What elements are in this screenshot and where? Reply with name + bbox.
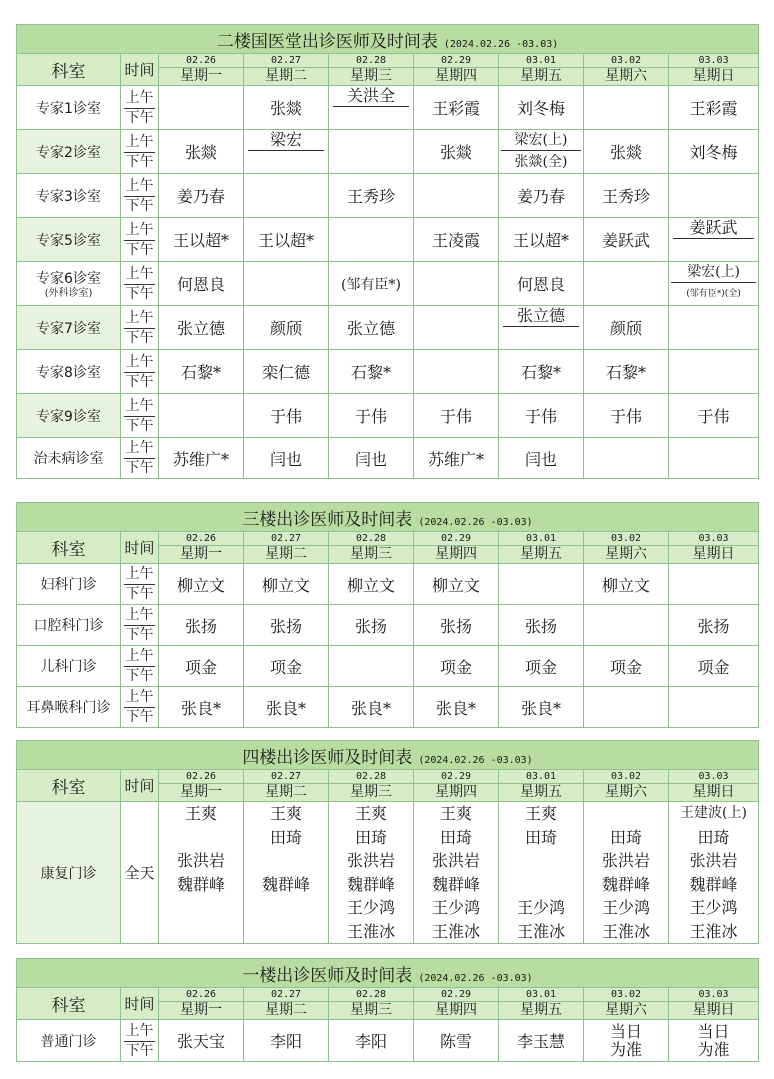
weekday-label: 星期二 [244,1002,329,1020]
time-header: 时间 [121,770,159,802]
schedule-cell: 王彩霞 [669,86,759,130]
schedule-cell: 王秀珍 [329,174,414,218]
schedule-cell: 王以超* [499,218,584,262]
weekday-label: 星期四 [414,784,499,802]
weekday-label: 星期四 [414,1002,499,1020]
schedule-cell [584,438,669,479]
date-label: 02.29 [414,988,499,1002]
room-label: 专家3诊室 [17,174,121,218]
floor4-schedule-table [16,740,759,944]
weekday-label: 星期二 [244,784,329,802]
schedule-cell: 张良* [499,687,584,728]
weekday-label: 星期一 [159,68,244,86]
weekday-label: 星期四 [414,546,499,564]
floor3-schedule-table [16,502,759,728]
schedule-cell: 柳立文 [584,564,669,605]
schedule-cell [584,605,669,646]
schedule-cell: 刘冬梅 [499,86,584,130]
date-label: 02.29 [414,770,499,784]
am-pm-label: 上午 下午 [121,438,159,479]
schedule-cell [669,350,759,394]
am-pm-label: 上午 下午 [121,646,159,687]
date-label: 02.26 [159,988,244,1002]
room-label: 专家9诊室 [17,394,121,438]
schedule-cell: 王凌霞 [414,218,499,262]
floor4-title: 四楼出诊医师及时间表 (2024.02.26 -03.03) [17,741,759,770]
rehab-col-sat: 田琦 张洪岩 魏群峰 王少鸿 王淮冰 [584,802,669,944]
date-label: 03.01 [499,532,584,546]
schedule-cell: 张立德 [499,306,584,350]
schedule-cell [414,262,499,306]
schedule-cell: 闫也 [329,438,414,479]
schedule-cell [669,438,759,479]
schedule-cell: 苏维广* [159,438,244,479]
weekday-label: 星期日 [669,68,759,86]
schedule-cell: 石黎* [159,350,244,394]
date-label: 02.27 [244,770,329,784]
schedule-cell [669,174,759,218]
schedule-cell: 王以超* [244,218,329,262]
am-pm-label: 上午 下午 [121,262,159,306]
room-header: 科室 [17,54,121,86]
schedule-cell: 陈雪 [414,1020,499,1062]
schedule-cell [669,687,759,728]
schedule-cell [329,130,414,174]
schedule-cell: 闫也 [244,438,329,479]
schedule-cell: 于伟 [669,394,759,438]
schedule-cell: 李玉慧 [499,1020,584,1062]
weekday-label: 星期一 [159,546,244,564]
date-label: 02.26 [159,54,244,68]
room-label: 专家6诊室 (外科诊室) [17,262,121,306]
schedule-cell: 李阳 [244,1020,329,1062]
schedule-cell [159,86,244,130]
schedule-cell: 于伟 [499,394,584,438]
date-label: 03.03 [669,770,759,784]
schedule-cell [669,306,759,350]
am-pm-label: 上午 下午 [121,605,159,646]
schedule-cell: 石黎* [584,350,669,394]
room-header: 科室 [17,532,121,564]
schedule-cell: 项金 [669,646,759,687]
room-label: 耳鼻喉科门诊 [17,687,121,728]
schedule-cell [159,394,244,438]
schedule-cell: 苏维广* [414,438,499,479]
schedule-cell [414,174,499,218]
am-pm-label: 上午 下午 [121,174,159,218]
floor2-title: 二楼国医堂出诊医师及时间表 (2024.02.26 -03.03) [17,25,759,54]
date-label: 02.28 [329,532,414,546]
schedule-cell: 项金 [584,646,669,687]
schedule-cell: 张扬 [499,605,584,646]
room-label: 普通门诊 [17,1020,121,1062]
date-label: 03.02 [584,532,669,546]
am-pm-label: 上午 下午 [121,130,159,174]
weekday-label: 星期五 [499,784,584,802]
room-header: 科室 [17,988,121,1020]
schedule-cell: 于伟 [414,394,499,438]
schedule-cell [584,86,669,130]
weekday-label: 星期一 [159,784,244,802]
date-label: 02.27 [244,532,329,546]
room-label: 专家5诊室 [17,218,121,262]
schedule-cell: 张燚 [244,86,329,130]
rehab-col-tue: 王爽 田琦 魏群峰 [244,802,329,944]
time-header: 时间 [121,532,159,564]
schedule-cell: 姜乃春 [499,174,584,218]
date-label: 02.28 [329,770,414,784]
date-label: 03.02 [584,988,669,1002]
schedule-cell: 梁宏(上) 张燚(全) [499,130,584,174]
date-label: 02.29 [414,532,499,546]
am-pm-label: 上午 下午 [121,394,159,438]
floor1-schedule-table [16,958,759,1062]
am-pm-label: 上午 下午 [121,350,159,394]
rehab-col-wed: 王爽 田琦 张洪岩 魏群峰 王少鸿 王淮冰 [329,802,414,944]
floor1-title: 一楼出诊医师及时间表 (2024.02.26 -03.03) [17,959,759,988]
date-label: 03.02 [584,770,669,784]
schedule-cell: 张燚 [584,130,669,174]
schedule-cell: 姜跃武 [584,218,669,262]
weekday-label: 星期二 [244,546,329,564]
schedule-cell [414,350,499,394]
schedule-cell [244,174,329,218]
schedule-cell: 张燚 [159,130,244,174]
time-header: 时间 [121,54,159,86]
schedule-cell: 当日 为准 [669,1020,759,1062]
schedule-cell [329,646,414,687]
schedule-cell: 张良* [414,687,499,728]
date-label: 03.03 [669,54,759,68]
date-label: 03.03 [669,532,759,546]
date-label: 03.01 [499,988,584,1002]
rehab-col-fri: 王爽 田琦 王少鸿 王淮冰 [499,802,584,944]
rehab-col-mon: 王爽 张洪岩 魏群峰 [159,802,244,944]
weekday-label: 星期二 [244,68,329,86]
schedule-cell: 于伟 [244,394,329,438]
weekday-label: 星期三 [329,784,414,802]
date-label: 03.02 [584,54,669,68]
weekday-label: 星期六 [584,68,669,86]
schedule-cell: 颜颀 [244,306,329,350]
room-label: 专家7诊室 [17,306,121,350]
schedule-cell: 柳立文 [244,564,329,605]
schedule-cell: 姜乃春 [159,174,244,218]
date-label: 02.26 [159,770,244,784]
schedule-cell: 石黎* [329,350,414,394]
time-header: 时间 [121,988,159,1020]
schedule-cell: 张扬 [244,605,329,646]
am-pm-label: 上午 下午 [121,687,159,728]
room-label: 专家8诊室 [17,350,121,394]
room-label: 治未病诊室 [17,438,121,479]
weekday-label: 星期日 [669,1002,759,1020]
am-pm-label: 上午 下午 [121,218,159,262]
all-day-label: 全天 [121,802,159,944]
schedule-cell: 刘冬梅 [669,130,759,174]
schedule-cell: 柳立文 [159,564,244,605]
weekday-label: 星期一 [159,1002,244,1020]
schedule-cell: 闫也 [499,438,584,479]
schedule-cell [414,306,499,350]
schedule-cell: 项金 [244,646,329,687]
date-label: 02.26 [159,532,244,546]
schedule-cell: (邹有臣*) [329,262,414,306]
schedule-cell: 梁宏 [244,130,329,174]
weekday-label: 星期三 [329,68,414,86]
schedule-cell: 石黎* [499,350,584,394]
schedule-cell: 张立德 [329,306,414,350]
rehab-col-sun: 王建波(上) 田琦 张洪岩 魏群峰 王少鸿 王淮冰 [669,802,759,944]
schedule-cell: 柳立文 [414,564,499,605]
schedule-cell: 梁宏(上) (邹有臣*)(全) [669,262,759,306]
weekday-label: 星期六 [584,1002,669,1020]
am-pm-label: 上午 下午 [121,564,159,605]
schedule-cell: 何恩良 [499,262,584,306]
weekday-label: 星期三 [329,546,414,564]
schedule-cell: 项金 [159,646,244,687]
date-label: 03.01 [499,770,584,784]
schedule-cell [329,218,414,262]
date-label: 03.03 [669,988,759,1002]
room-label: 康复门诊 [17,802,121,944]
weekday-label: 星期六 [584,546,669,564]
room-label: 儿科门诊 [17,646,121,687]
date-label: 03.01 [499,54,584,68]
am-pm-label: 上午 下午 [121,1020,159,1062]
schedule-cell: 张良* [159,687,244,728]
schedule-cell: 王秀珍 [584,174,669,218]
schedule-cell: 张扬 [414,605,499,646]
schedule-cell: 张良* [244,687,329,728]
schedule-cell: 项金 [414,646,499,687]
weekday-label: 星期六 [584,784,669,802]
weekday-label: 星期五 [499,68,584,86]
schedule-cell [669,564,759,605]
schedule-cell [584,262,669,306]
weekday-label: 星期日 [669,546,759,564]
room-header: 科室 [17,770,121,802]
date-label: 02.27 [244,54,329,68]
schedule-cell: 何恩良 [159,262,244,306]
room-label: 专家2诊室 [17,130,121,174]
am-pm-label: 上午 下午 [121,86,159,130]
schedule-cell: 姜跃武 [669,218,759,262]
weekday-label: 星期四 [414,68,499,86]
schedule-cell: 张燚 [414,130,499,174]
schedule-cell: 张扬 [329,605,414,646]
floor2-schedule-table [16,24,759,479]
schedule-cell: 颜颀 [584,306,669,350]
schedule-cell: 张扬 [669,605,759,646]
date-label: 02.28 [329,988,414,1002]
schedule-cell: 栾仁德 [244,350,329,394]
schedule-cell: 李阳 [329,1020,414,1062]
schedule-cell: 张立德 [159,306,244,350]
room-label: 口腔科门诊 [17,605,121,646]
room-label: 专家1诊室 [17,86,121,130]
weekday-label: 星期五 [499,1002,584,1020]
schedule-cell [244,262,329,306]
schedule-cell: 王彩霞 [414,86,499,130]
date-label: 02.28 [329,54,414,68]
weekday-label: 星期日 [669,784,759,802]
schedule-cell: 王以超* [159,218,244,262]
schedule-cell: 张扬 [159,605,244,646]
schedule-cell [499,564,584,605]
schedule-cell [584,687,669,728]
rehab-col-thu: 王爽 田琦 张洪岩 魏群峰 王少鸿 王淮冰 [414,802,499,944]
schedule-cell: 张天宝 [159,1020,244,1062]
schedule-cell: 柳立文 [329,564,414,605]
schedule-cell: 关洪全 [329,86,414,130]
schedule-cell: 张良* [329,687,414,728]
am-pm-label: 上午 下午 [121,306,159,350]
floor3-title: 三楼出诊医师及时间表 (2024.02.26 -03.03) [17,503,759,532]
schedule-cell: 于伟 [584,394,669,438]
room-label: 妇科门诊 [17,564,121,605]
schedule-cell: 于伟 [329,394,414,438]
date-label: 02.29 [414,54,499,68]
date-label: 02.27 [244,988,329,1002]
schedule-cell: 当日 为准 [584,1020,669,1062]
schedule-cell: 项金 [499,646,584,687]
weekday-label: 星期三 [329,1002,414,1020]
weekday-label: 星期五 [499,546,584,564]
